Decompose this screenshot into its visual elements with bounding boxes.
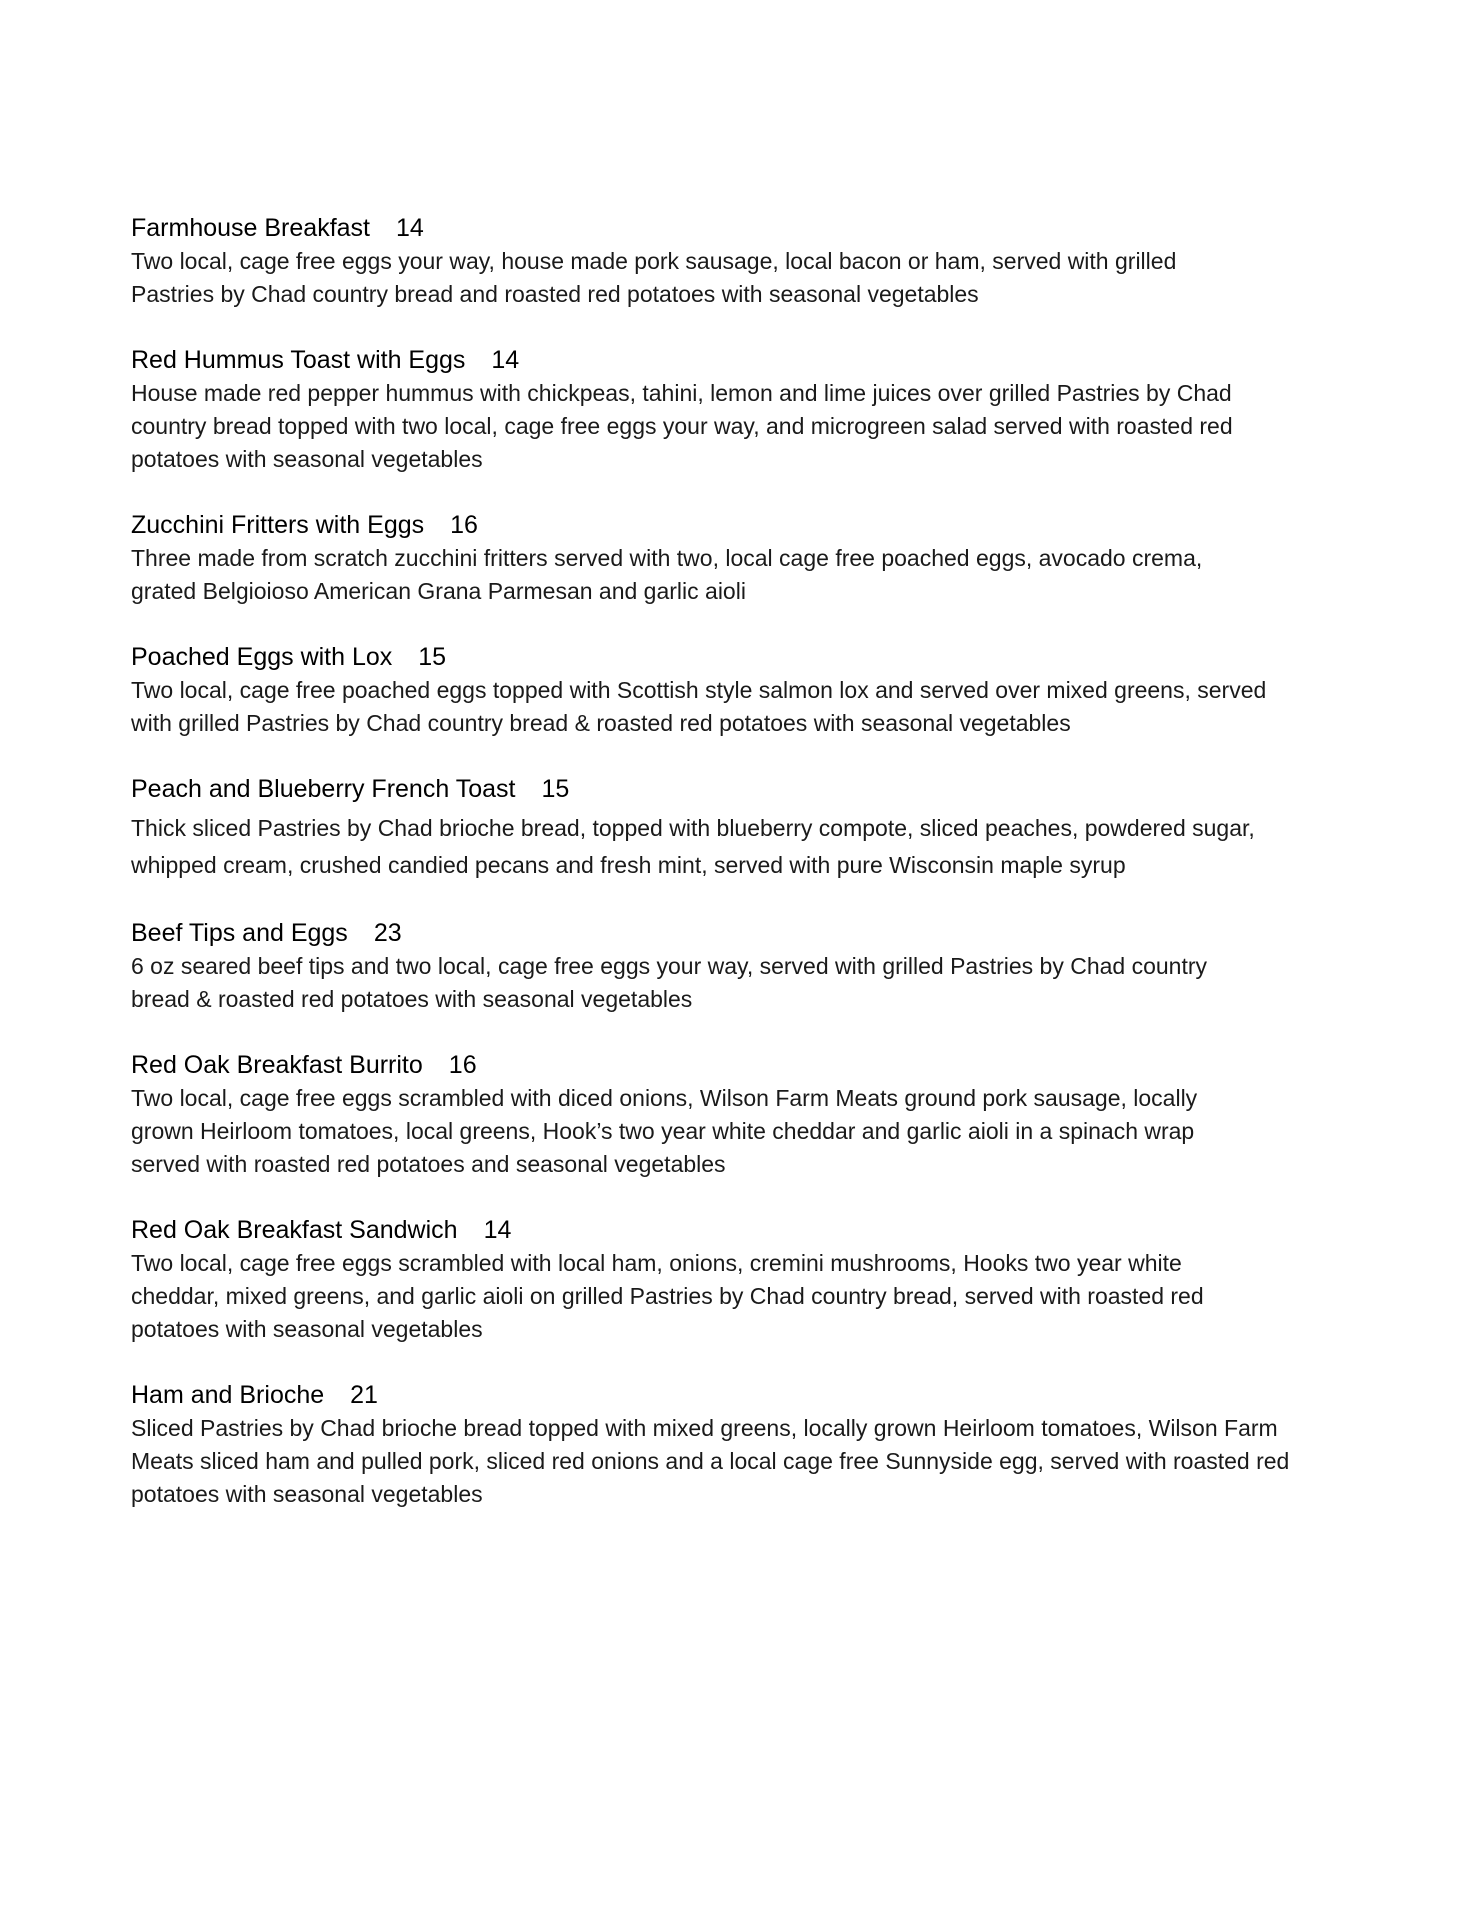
menu-item-description: [131, 950, 1361, 1016]
description-line: Thick sliced Pastries by Chad brioche bread, topped with blueberry compote, sliced peaches, powdered sugar,: [131, 815, 1255, 841]
description-line: served with roasted red potatoes and seasonal vegetables: [131, 1151, 726, 1177]
menu-item-heading: [131, 773, 1361, 806]
breakfast-menu: [131, 212, 1361, 1544]
description-line: potatoes with seasonal vegetables: [131, 1316, 483, 1342]
description-line: whipped cream, crushed candied pecans and fresh mint, served with pure Wisconsin maple syrup: [131, 852, 1126, 878]
menu-item-heading: [131, 212, 1361, 245]
menu-item-name: Red Hummus Toast with Eggs: [131, 346, 466, 374]
menu-item-price: 16: [448, 1051, 477, 1079]
description-line: with grilled Pastries by Chad country bread & roasted red potatoes with seasonal vegetables: [131, 710, 1071, 736]
menu-item-farmhouse-breakfast: [131, 212, 1361, 311]
description-line: Two local, cage free eggs scrambled with local ham, onions, cremini mushrooms, Hooks two year white: [131, 1250, 1182, 1276]
menu-item-description: [131, 674, 1361, 740]
menu-item-name: Beef Tips and Eggs: [131, 919, 348, 947]
menu-item-price: 16: [450, 511, 478, 539]
description-line: Pastries by Chad country bread and roasted red potatoes with seasonal vegetables: [131, 281, 979, 307]
menu-item-price: 15: [541, 775, 570, 803]
menu-item-description: [131, 377, 1361, 476]
menu-item-ham-brioche: [131, 1379, 1361, 1511]
description-line: country bread topped with two local, cage free eggs your way, and microgreen salad served with roasted red: [131, 413, 1233, 439]
menu-item-poached-eggs-lox: [131, 641, 1361, 740]
description-line: Three made from scratch zucchini fritters served with two, local cage free poached eggs, avocado crema,: [131, 545, 1203, 571]
menu-item-breakfast-sandwich: [131, 1214, 1361, 1346]
menu-item-name: Red Oak Breakfast Sandwich: [131, 1216, 458, 1244]
description-line: potatoes with seasonal vegetables: [131, 446, 483, 472]
menu-item-description: [131, 1082, 1361, 1181]
menu-item-beef-tips: [131, 917, 1361, 1016]
menu-item-name: Red Oak Breakfast Burrito: [131, 1051, 423, 1079]
menu-item-description: [131, 1247, 1361, 1346]
description-line: Two local, cage free eggs scrambled with diced onions, Wilson Farm Meats ground pork sausage, locally: [131, 1085, 1198, 1111]
menu-item-red-hummus-toast: [131, 344, 1361, 476]
menu-item-description: [131, 245, 1361, 311]
menu-item-heading: [131, 1214, 1361, 1247]
menu-item-heading: [131, 1049, 1361, 1082]
description-line: 6 oz seared beef tips and two local, cage free eggs your way, served with grilled Pastries by Chad country: [131, 953, 1208, 979]
description-line: House made red pepper hummus with chickpeas, tahini, lemon and lime juices over grilled Pastries by Chad: [131, 380, 1232, 406]
description-line: grown Heirloom tomatoes, local greens, Hook’s two year white cheddar and garlic aioli in a spinach wrap: [131, 1118, 1195, 1144]
menu-item-name: Poached Eggs with Lox: [131, 643, 393, 671]
menu-item-price: 14: [491, 346, 520, 374]
description-line: Sliced Pastries by Chad brioche bread topped with mixed greens, locally grown Heirloom tomatoes, Wilson Farm: [131, 1415, 1278, 1441]
menu-item-heading: [131, 509, 1361, 542]
menu-item-price: 14: [483, 1216, 512, 1244]
menu-item-price: 21: [350, 1381, 378, 1409]
menu-item-name: Ham and Brioche: [131, 1381, 325, 1409]
menu-item-price: 23: [373, 919, 402, 947]
menu-item-description: [131, 542, 1361, 608]
description-line: Meats sliced ham and pulled pork, sliced red onions and a local cage free Sunnyside egg, served with roasted red: [131, 1448, 1290, 1474]
description-line: potatoes with seasonal vegetables: [131, 1481, 483, 1507]
menu-item-french-toast: [131, 773, 1361, 884]
menu-item-name: Peach and Blueberry French Toast: [131, 775, 516, 803]
menu-item-description: [131, 1412, 1361, 1511]
menu-item-heading: [131, 1379, 1361, 1412]
description-line: Two local, cage free poached eggs topped with Scottish style salmon lox and served over mixed greens, served: [131, 677, 1267, 703]
description-line: cheddar, mixed greens, and garlic aioli on grilled Pastries by Chad country bread, served with roasted red: [131, 1283, 1204, 1309]
menu-item-heading: [131, 917, 1361, 950]
menu-item-zucchini-fritters: [131, 509, 1361, 608]
menu-item-price: 15: [418, 643, 447, 671]
description-line: Two local, cage free eggs your way, house made pork sausage, local bacon or ham, served with grilled: [131, 248, 1177, 274]
menu-item-breakfast-burrito: [131, 1049, 1361, 1181]
menu-item-name: Farmhouse Breakfast: [131, 214, 370, 242]
menu-item-name: Zucchini Fritters with Eggs: [131, 511, 425, 539]
description-line: bread & roasted red potatoes with seasonal vegetables: [131, 986, 693, 1012]
menu-item-heading: [131, 344, 1361, 377]
menu-item-price: 14: [396, 214, 424, 242]
description-line: grated Belgioioso American Grana Parmesan and garlic aioli: [131, 578, 746, 604]
menu-item-heading: [131, 641, 1361, 674]
menu-item-description: [131, 810, 1361, 884]
